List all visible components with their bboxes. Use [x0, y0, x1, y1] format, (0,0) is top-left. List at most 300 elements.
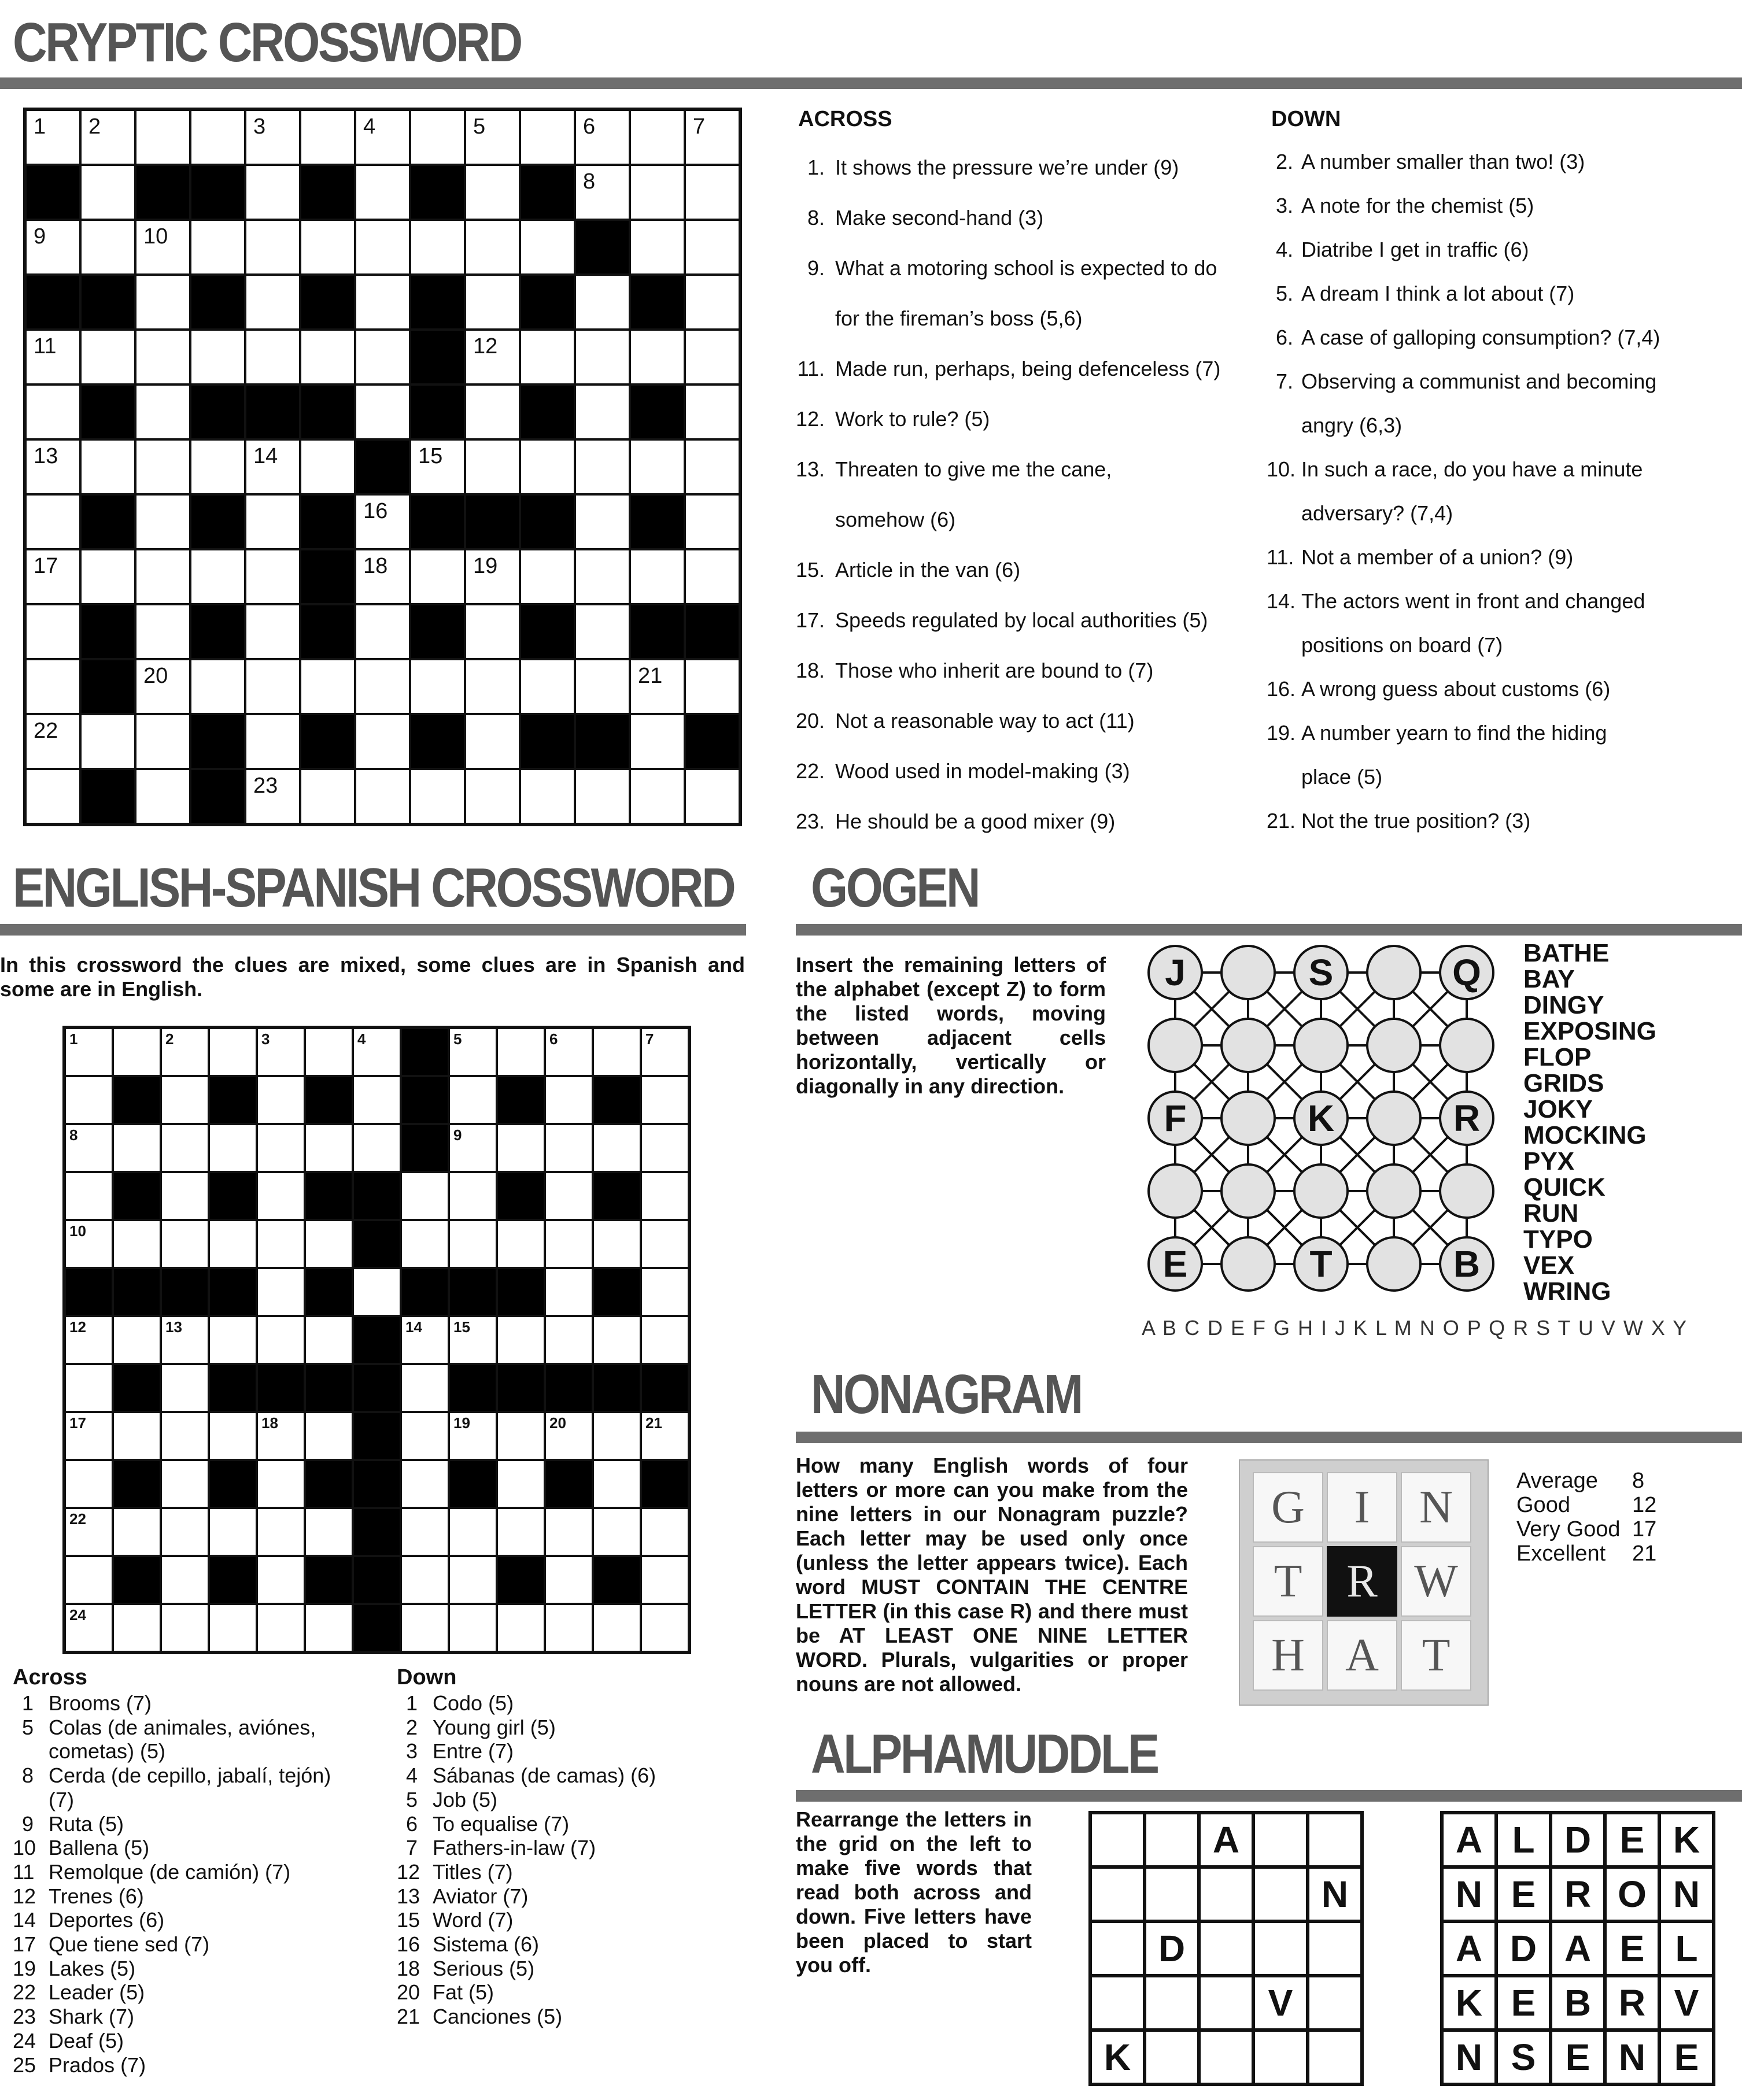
grid-square[interactable] — [161, 1460, 209, 1508]
grid-square[interactable] — [300, 659, 355, 714]
grid-square[interactable] — [113, 1028, 161, 1076]
grid-square[interactable] — [161, 1508, 209, 1556]
grid-square[interactable] — [641, 1556, 689, 1604]
grid-square[interactable] — [161, 1316, 209, 1364]
grid-square[interactable] — [161, 1172, 209, 1220]
grid-square[interactable] — [65, 1124, 113, 1172]
grid-square[interactable] — [410, 439, 465, 494]
grid-square[interactable] — [257, 1508, 305, 1556]
grid-square[interactable] — [135, 714, 190, 769]
grid-square[interactable] — [161, 1124, 209, 1172]
grid-square[interactable] — [497, 1220, 545, 1268]
grid-square[interactable] — [355, 549, 410, 604]
grid-square[interactable] — [685, 494, 740, 549]
alphamuddle-answer-cell[interactable] — [1090, 1976, 1145, 2030]
grid-square[interactable] — [300, 439, 355, 494]
grid-square[interactable] — [161, 1076, 209, 1124]
grid-square[interactable] — [497, 1316, 545, 1364]
grid-square[interactable] — [135, 275, 190, 330]
grid-square[interactable] — [305, 1316, 353, 1364]
grid-square[interactable] — [641, 1124, 689, 1172]
grid-square[interactable] — [449, 1316, 497, 1364]
grid-square[interactable] — [245, 275, 300, 330]
grid-square[interactable] — [209, 1316, 257, 1364]
clue-text: Sábanas (de camas) (6) — [433, 1763, 656, 1788]
grid-square[interactable] — [80, 165, 135, 220]
grid-square[interactable] — [355, 220, 410, 275]
black-square — [520, 165, 575, 220]
grid-square[interactable] — [25, 439, 80, 494]
gogen-cell[interactable] — [1220, 1236, 1276, 1292]
grid-square[interactable] — [135, 549, 190, 604]
grid-square[interactable] — [257, 1172, 305, 1220]
grid-square[interactable] — [113, 1220, 161, 1268]
grid-square[interactable] — [593, 1124, 641, 1172]
alphamuddle-answer-cell[interactable] — [1253, 1813, 1308, 1867]
grid-square[interactable] — [300, 769, 355, 824]
grid-square[interactable] — [685, 330, 740, 384]
grid-square[interactable] — [135, 659, 190, 714]
grid-square[interactable] — [630, 165, 685, 220]
gogen-cell[interactable] — [1220, 945, 1276, 1000]
grid-square[interactable] — [630, 439, 685, 494]
grid-square[interactable] — [593, 1508, 641, 1556]
grid-square[interactable] — [545, 1172, 593, 1220]
grid-square[interactable] — [65, 1412, 113, 1460]
grid-square[interactable] — [497, 1604, 545, 1652]
grid-square[interactable] — [410, 110, 465, 165]
grid-square[interactable] — [245, 659, 300, 714]
grid-square[interactable] — [575, 384, 630, 439]
grid-square[interactable] — [401, 1508, 449, 1556]
grid-square[interactable] — [113, 1124, 161, 1172]
grid-square[interactable] — [575, 330, 630, 384]
grid-square[interactable] — [449, 1604, 497, 1652]
grid-square[interactable] — [401, 1412, 449, 1460]
grid-square[interactable] — [245, 549, 300, 604]
grid-square[interactable] — [575, 549, 630, 604]
grid-square[interactable] — [520, 110, 575, 165]
grid-square[interactable] — [300, 110, 355, 165]
grid-square[interactable] — [245, 220, 300, 275]
alphamuddle-answer-cell[interactable] — [1253, 1867, 1308, 1921]
grid-square[interactable] — [65, 1508, 113, 1556]
grid-square[interactable] — [257, 1604, 305, 1652]
grid-square[interactable] — [575, 604, 630, 659]
grid-square[interactable] — [190, 549, 245, 604]
grid-square[interactable] — [209, 1124, 257, 1172]
grid-square[interactable] — [575, 659, 630, 714]
grid-square[interactable] — [257, 1316, 305, 1364]
grid-square[interactable] — [161, 1028, 209, 1076]
grid-square[interactable] — [465, 275, 520, 330]
grid-square[interactable] — [641, 1412, 689, 1460]
grid-square[interactable] — [305, 1124, 353, 1172]
grid-square[interactable] — [245, 769, 300, 824]
gogen-cell[interactable] — [1147, 1163, 1203, 1219]
grid-square[interactable] — [135, 439, 190, 494]
grid-square[interactable] — [449, 1508, 497, 1556]
grid-square[interactable] — [630, 659, 685, 714]
grid-square[interactable] — [641, 1508, 689, 1556]
black-square — [401, 1076, 449, 1124]
grid-square[interactable] — [545, 1268, 593, 1316]
grid-square[interactable] — [245, 494, 300, 549]
grid-square[interactable] — [630, 110, 685, 165]
grid-square[interactable] — [305, 1412, 353, 1460]
grid-square[interactable] — [65, 1220, 113, 1268]
grid-square[interactable] — [353, 1028, 401, 1076]
grid-square[interactable] — [135, 330, 190, 384]
black-square — [245, 384, 300, 439]
grid-square[interactable] — [80, 549, 135, 604]
alphamuddle-answer-cell[interactable] — [1199, 1867, 1253, 1921]
gogen-cell[interactable] — [1147, 1236, 1203, 1292]
clue-number: 2. — [1275, 150, 1293, 173]
grid-square[interactable] — [545, 1508, 593, 1556]
grid-square[interactable] — [209, 1412, 257, 1460]
grid-square[interactable] — [641, 1172, 689, 1220]
grid-square[interactable] — [410, 549, 465, 604]
grid-square[interactable] — [25, 220, 80, 275]
alphamuddle-answer-cell[interactable]: N — [1308, 1867, 1362, 1921]
gogen-cell[interactable] — [1366, 1018, 1422, 1073]
grid-square[interactable] — [575, 494, 630, 549]
grid-square[interactable] — [25, 659, 80, 714]
grid-square[interactable] — [305, 1508, 353, 1556]
grid-square[interactable] — [80, 439, 135, 494]
grid-square[interactable] — [245, 714, 300, 769]
grid-square[interactable] — [545, 1316, 593, 1364]
alphamuddle-answer-cell[interactable] — [1199, 1976, 1253, 2030]
grid-square[interactable] — [355, 330, 410, 384]
grid-square[interactable] — [449, 1220, 497, 1268]
grid-square[interactable] — [685, 549, 740, 604]
grid-square[interactable] — [300, 220, 355, 275]
grid-square[interactable] — [257, 1076, 305, 1124]
grid-square[interactable] — [65, 1172, 113, 1220]
grid-square[interactable] — [190, 110, 245, 165]
grid-square[interactable] — [630, 549, 685, 604]
grid-square[interactable] — [80, 220, 135, 275]
grid-square[interactable] — [161, 1364, 209, 1412]
grid-square[interactable] — [113, 1604, 161, 1652]
alphamuddle-answer-cell[interactable] — [1308, 1921, 1362, 1976]
gogen-cell[interactable] — [1147, 945, 1203, 1000]
grid-square[interactable] — [355, 604, 410, 659]
alphamuddle-answer-cell[interactable]: K — [1090, 2030, 1145, 2084]
grid-square[interactable] — [257, 1220, 305, 1268]
grid-square[interactable] — [25, 384, 80, 439]
grid-square[interactable] — [353, 1124, 401, 1172]
grid-square[interactable] — [353, 1076, 401, 1124]
grid-square[interactable] — [161, 1556, 209, 1604]
grid-square[interactable] — [257, 1556, 305, 1604]
grid-square[interactable] — [161, 1412, 209, 1460]
grid-square[interactable] — [410, 220, 465, 275]
gogen-cell[interactable] — [1293, 1236, 1349, 1292]
grid-square[interactable] — [465, 714, 520, 769]
grid-square[interactable] — [641, 1028, 689, 1076]
grid-square[interactable] — [465, 384, 520, 439]
gogen-cell[interactable] — [1147, 1090, 1203, 1146]
alphamuddle-answer-cell[interactable] — [1253, 2030, 1308, 2084]
grid-square[interactable] — [245, 439, 300, 494]
grid-square[interactable] — [545, 1124, 593, 1172]
grid-square[interactable] — [497, 1028, 545, 1076]
grid-square[interactable] — [257, 1412, 305, 1460]
grid-square[interactable] — [449, 1556, 497, 1604]
grid-square[interactable] — [209, 1220, 257, 1268]
grid-square[interactable] — [161, 1604, 209, 1652]
grid-square[interactable] — [135, 494, 190, 549]
grid-square[interactable] — [113, 1316, 161, 1364]
grid-square[interactable] — [209, 1604, 257, 1652]
grid-square[interactable] — [135, 384, 190, 439]
grid-square[interactable] — [465, 330, 520, 384]
grid-square[interactable] — [641, 1604, 689, 1652]
grid-square[interactable] — [135, 769, 190, 824]
grid-square[interactable] — [545, 1604, 593, 1652]
grid-square[interactable] — [353, 1268, 401, 1316]
grid-square[interactable] — [497, 1124, 545, 1172]
grid-square[interactable] — [497, 1412, 545, 1460]
grid-square[interactable] — [135, 110, 190, 165]
alphamuddle-answer-cell[interactable]: V — [1253, 1976, 1308, 2030]
grid-square[interactable] — [465, 659, 520, 714]
alphamuddle-answer-cell[interactable] — [1145, 1813, 1199, 1867]
grid-square[interactable] — [449, 1076, 497, 1124]
grid-square[interactable] — [65, 1460, 113, 1508]
grid-square[interactable] — [465, 165, 520, 220]
alphamuddle-letter-cell: A — [1551, 1921, 1605, 1976]
grid-square[interactable] — [449, 1172, 497, 1220]
grid-square[interactable] — [25, 604, 80, 659]
grid-square[interactable] — [80, 714, 135, 769]
gogen-cell[interactable] — [1220, 1018, 1276, 1073]
grid-square[interactable] — [401, 1460, 449, 1508]
grid-square[interactable] — [257, 1460, 305, 1508]
grid-square[interactable] — [593, 1460, 641, 1508]
grid-square[interactable] — [25, 494, 80, 549]
grid-square[interactable] — [465, 439, 520, 494]
grid-square[interactable] — [410, 659, 465, 714]
gogen-cell[interactable] — [1293, 1090, 1349, 1146]
grid-square[interactable] — [355, 769, 410, 824]
alphamuddle-answer-cell[interactable] — [1090, 1813, 1145, 1867]
grid-square[interactable] — [190, 439, 245, 494]
alphamuddle-answer-cell[interactable] — [1308, 1813, 1362, 1867]
grid-square[interactable] — [355, 165, 410, 220]
grid-square[interactable] — [593, 1604, 641, 1652]
grid-square[interactable] — [545, 1412, 593, 1460]
grid-square[interactable] — [520, 769, 575, 824]
grid-square[interactable] — [520, 439, 575, 494]
grid-square[interactable] — [685, 275, 740, 330]
gogen-cell[interactable] — [1439, 1090, 1494, 1146]
grid-square[interactable] — [113, 1508, 161, 1556]
alphamuddle-answer-cell[interactable]: D — [1145, 1921, 1199, 1976]
grid-square[interactable] — [80, 110, 135, 165]
grid-square[interactable] — [401, 1556, 449, 1604]
alphamuddle-answer-cell[interactable] — [1308, 1976, 1362, 2030]
grid-square[interactable] — [113, 1412, 161, 1460]
gogen-cell[interactable] — [1439, 1236, 1494, 1292]
grid-square[interactable] — [245, 604, 300, 659]
alphamuddle-answer-cell[interactable] — [1090, 1867, 1145, 1921]
grid-square[interactable] — [190, 330, 245, 384]
grid-square[interactable] — [135, 220, 190, 275]
alphamuddle-answer-cell[interactable] — [1145, 1976, 1199, 2030]
grid-square[interactable] — [65, 1316, 113, 1364]
grid-square[interactable] — [593, 1316, 641, 1364]
grid-square[interactable] — [593, 1220, 641, 1268]
alphamuddle-answer-cell[interactable] — [1090, 1921, 1145, 1976]
alphamuddle-answer-cell[interactable]: A — [1199, 1813, 1253, 1867]
grid-square[interactable] — [305, 1028, 353, 1076]
grid-square[interactable] — [630, 769, 685, 824]
grid-square[interactable] — [401, 1604, 449, 1652]
grid-square[interactable] — [641, 1268, 689, 1316]
grid-square[interactable] — [449, 1124, 497, 1172]
grid-square[interactable] — [465, 110, 520, 165]
grid-square[interactable] — [355, 714, 410, 769]
grid-square[interactable] — [465, 769, 520, 824]
grid-square[interactable] — [545, 1076, 593, 1124]
gogen-cell[interactable] — [1366, 1090, 1422, 1146]
grid-square[interactable] — [465, 549, 520, 604]
grid-square[interactable] — [65, 1364, 113, 1412]
grid-square[interactable] — [401, 1220, 449, 1268]
grid-square[interactable] — [25, 769, 80, 824]
grid-square[interactable] — [593, 1412, 641, 1460]
gogen-cell[interactable] — [1293, 945, 1349, 1000]
alphamuddle-answer-cell[interactable] — [1145, 1867, 1199, 1921]
grid-square[interactable] — [401, 1364, 449, 1412]
gogen-cell[interactable] — [1366, 1163, 1422, 1219]
grid-square[interactable] — [300, 330, 355, 384]
gogen-cell[interactable] — [1147, 1018, 1203, 1073]
grid-square[interactable] — [685, 165, 740, 220]
grid-square[interactable] — [575, 165, 630, 220]
black-square — [353, 1316, 401, 1364]
grid-square[interactable] — [305, 1220, 353, 1268]
grid-square[interactable] — [630, 714, 685, 769]
grid-square[interactable] — [520, 330, 575, 384]
grid-square[interactable] — [257, 1028, 305, 1076]
grid-square[interactable] — [25, 714, 80, 769]
grid-square[interactable] — [575, 275, 630, 330]
grid-square[interactable] — [630, 330, 685, 384]
grid-square[interactable] — [685, 659, 740, 714]
grid-square[interactable] — [25, 330, 80, 384]
grid-square[interactable] — [209, 1028, 257, 1076]
gogen-cell[interactable] — [1439, 945, 1494, 1000]
alphamuddle-answer-cell[interactable] — [1253, 1921, 1308, 1976]
grid-square[interactable] — [305, 1604, 353, 1652]
grid-square[interactable] — [520, 549, 575, 604]
grid-square[interactable] — [401, 1316, 449, 1364]
gogen-cell[interactable] — [1220, 1090, 1276, 1146]
grid-square[interactable] — [575, 439, 630, 494]
grid-square[interactable] — [355, 659, 410, 714]
grid-square[interactable] — [190, 659, 245, 714]
grid-square[interactable] — [190, 220, 245, 275]
grid-square[interactable] — [685, 384, 740, 439]
grid-square[interactable] — [497, 1460, 545, 1508]
gogen-cell[interactable] — [1366, 1236, 1422, 1292]
grid-square[interactable] — [135, 604, 190, 659]
grid-square[interactable] — [355, 275, 410, 330]
grid-square[interactable] — [65, 1076, 113, 1124]
grid-square[interactable] — [25, 549, 80, 604]
grid-square[interactable] — [465, 220, 520, 275]
grid-square[interactable] — [449, 1028, 497, 1076]
grid-square[interactable] — [641, 1076, 689, 1124]
grid-square[interactable] — [593, 1028, 641, 1076]
grid-square[interactable] — [497, 1508, 545, 1556]
grid-square[interactable] — [65, 1556, 113, 1604]
grid-square[interactable] — [65, 1028, 113, 1076]
grid-square[interactable] — [685, 220, 740, 275]
grid-square[interactable] — [545, 1220, 593, 1268]
grid-square[interactable] — [257, 1124, 305, 1172]
grid-square[interactable] — [245, 165, 300, 220]
gogen-cell[interactable] — [1293, 1018, 1349, 1073]
grid-square[interactable] — [575, 769, 630, 824]
grid-square[interactable] — [257, 1268, 305, 1316]
grid-square[interactable] — [520, 659, 575, 714]
grid-square[interactable] — [355, 384, 410, 439]
grid-square[interactable] — [355, 110, 410, 165]
gogen-cell[interactable] — [1439, 1018, 1494, 1073]
clue-line — [1267, 283, 1574, 304]
grid-square[interactable] — [245, 110, 300, 165]
grid-square[interactable] — [25, 110, 80, 165]
black-square — [401, 1124, 449, 1172]
grid-square[interactable] — [685, 110, 740, 165]
grid-square[interactable] — [161, 1220, 209, 1268]
grid-square[interactable] — [449, 1412, 497, 1460]
alphamuddle-answer-cell[interactable] — [1308, 2030, 1362, 2084]
grid-square[interactable] — [630, 220, 685, 275]
gogen-cell[interactable] — [1439, 1163, 1494, 1219]
grid-square[interactable] — [520, 220, 575, 275]
alphamuddle-answer-cell[interactable] — [1199, 1921, 1253, 1976]
grid-square[interactable] — [545, 1028, 593, 1076]
alphamuddle-answer-cell[interactable] — [1145, 2030, 1199, 2084]
alphamuddle-answer-cell[interactable] — [1199, 2030, 1253, 2084]
grid-square[interactable] — [401, 1172, 449, 1220]
grid-square[interactable] — [545, 1556, 593, 1604]
grid-square[interactable] — [245, 330, 300, 384]
grid-square[interactable] — [209, 1508, 257, 1556]
grid-square[interactable] — [465, 604, 520, 659]
grid-square[interactable] — [685, 769, 740, 824]
grid-square[interactable] — [575, 110, 630, 165]
grid-square[interactable] — [641, 1316, 689, 1364]
grid-square[interactable] — [641, 1220, 689, 1268]
grid-square[interactable] — [355, 494, 410, 549]
gogen-cell[interactable] — [1366, 945, 1422, 1000]
gogen-cell[interactable] — [1293, 1163, 1349, 1219]
clue-number: 14 — [253, 444, 278, 468]
grid-square[interactable] — [685, 439, 740, 494]
grid-square[interactable] — [80, 330, 135, 384]
grid-square[interactable] — [410, 769, 465, 824]
grid-square[interactable] — [65, 1604, 113, 1652]
gogen-cell[interactable] — [1220, 1163, 1276, 1219]
